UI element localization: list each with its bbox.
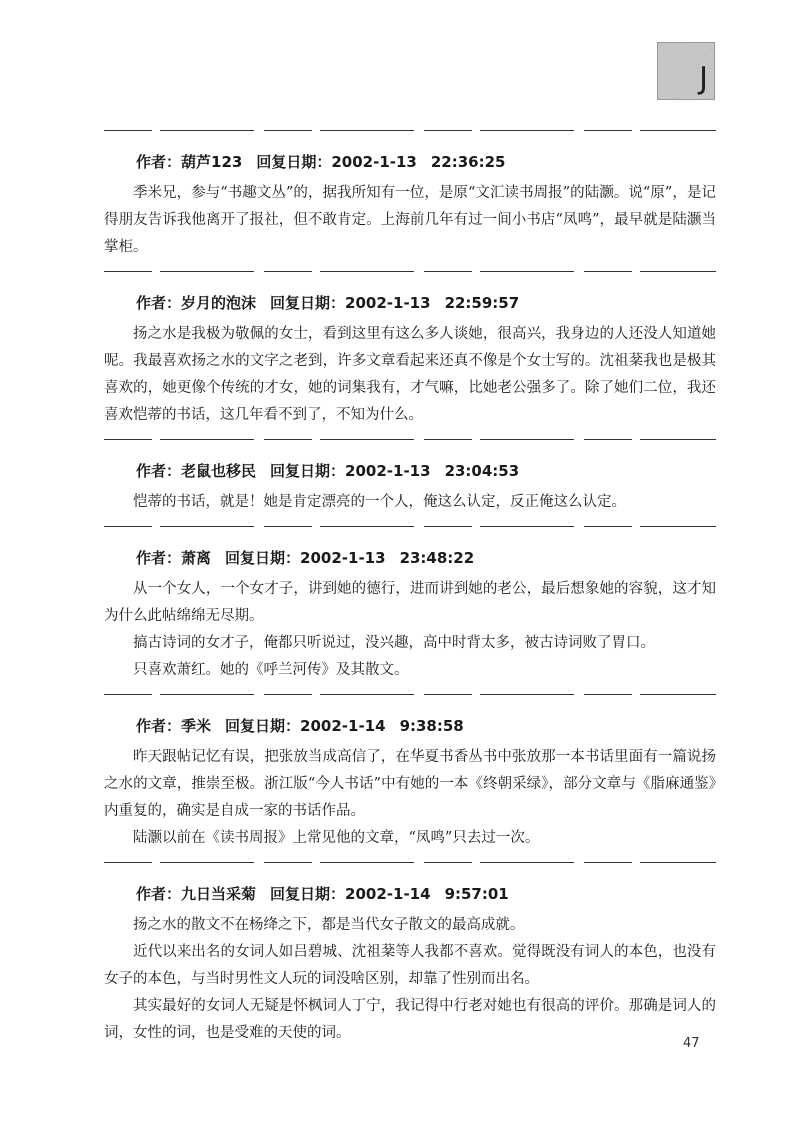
post-time: 23:04:53 [444,462,520,480]
post [104,131,716,271]
post-paragraph: 季米兄，参与“书趣文丛”的，据我所知有一位，是原“文汇读书周报”的陆灏。说“原”，是记得朋友告诉我他离开了报社，但不敢肯定。上海前几年有过一间小书店“凤鸣”，最早就是陆灏当掌柜。 [104,185,716,255]
post [104,440,716,526]
post-paragraph: 其实最好的女词人无疑是怀枫词人丁宁，我记得中行老对她也有很高的评价。那确是词人的词，女性的词，也是受难的天使的词。 [104,998,716,1041]
post-author: 岁月的泡沫 [181,294,257,312]
post-paragraph: 近代以来出名的女词人如吕碧城、沈祖棻等人我都不喜欢。觉得既没有词人的本色，也没有女子的本色，与当时男性文人玩的词没啥区别，却靠了性别而出名。 [104,944,716,987]
post-paragraph: 搞古诗词的女才子，俺都只听说过，没兴趣，高中时背太多，被古诗词败了胃口。 [133,635,655,651]
post-date: 2002-1-13 [345,294,431,312]
post-paragraph: 从一个女人，一个女才子，讲到她的德行，进而讲到她的老公，最后想象她的容貌，这才知为什么此帖绵绵无尽期。 [104,581,716,624]
post-header: 作者：萧离 回复日期：2002-1-13 23:48:22 [136,549,475,567]
post-header: 作者：季米 回复日期：2002-1-14 9:38:58 [136,717,464,735]
section-letter: J [699,61,708,96]
post-paragraph: 陆灏以前在《读书周报》上常见他的文章，“凤鸣”只去过一次。 [133,830,540,846]
post [104,695,716,862]
post-header: 作者：老鼠也移民 回复日期：2002-1-13 23:04:53 [136,462,520,480]
post-header: 作者：岁月的泡沫 回复日期：2002-1-13 22:59:57 [136,294,520,312]
post-date: 2002-1-14 [300,717,386,735]
post-date: 2002-1-13 [345,462,431,480]
post-time: 22:59:57 [444,294,520,312]
post-paragraph: 扬之水的散文不在杨绛之下，都是当代女子散文的最高成就。 [133,917,525,933]
post-time: 9:38:58 [399,717,464,735]
post-author: 葫芦123 [181,153,243,171]
post-paragraph: 昨天跟帖记忆有误，把张放当成高信了，在华夏书香丛书中张放那一本书话里面有一篇说扬之水的文章，推崇至极。浙江版“今人书话”中有她的一本《终朝采绿》，部分文章与《脂麻通鉴》内重复的，确实是自成一家的书话作品。 [104,749,716,819]
post-header: 作者：九日当采菊 回复日期：2002-1-14 9:57:01 [136,885,509,903]
post-date: 2002-1-13 [331,153,417,171]
post-paragraph: 扬之水是我极为敬佩的女士，看到这里有这么多人谈她，很高兴，我身边的人还没人知道她呢。我最喜欢扬之水的文字之老到，许多文章看起来还真不像是个女士写的。沈祖棻我也是极其喜欢的，她更像个传统的才女，她的词集我有，才气嘛，比她老公强多了。除了她们二位，我还喜欢恺蒂的书话，这几年看不到了，不知为什么。 [104,326,716,423]
page-body [104,130,716,1057]
post [104,863,716,1057]
post [104,272,716,439]
post-header: 作者：葫芦123 回复日期：2002-1-13 22:36:25 [136,153,506,171]
post-time: 23:48:22 [399,549,475,567]
post [104,527,716,694]
post-paragraph: 只喜欢萧红。她的《呼兰河传》及其散文。 [133,662,409,678]
post-author: 九日当采菊 [181,885,257,903]
post-author: 萧离 [181,549,212,567]
post-date: 2002-1-14 [345,885,431,903]
post-time: 22:36:25 [430,153,506,171]
section-tab [657,42,715,100]
post-date: 2002-1-13 [300,549,386,567]
post-author: 老鼠也移民 [181,462,257,480]
post-paragraph: 恺蒂的书话，就是！她是肯定漂亮的一个人，俺这么认定，反正俺这么认定。 [133,494,626,510]
post-author: 季米 [181,717,212,735]
post-time: 9:57:01 [444,885,509,903]
page-number: 47 [683,1036,700,1051]
